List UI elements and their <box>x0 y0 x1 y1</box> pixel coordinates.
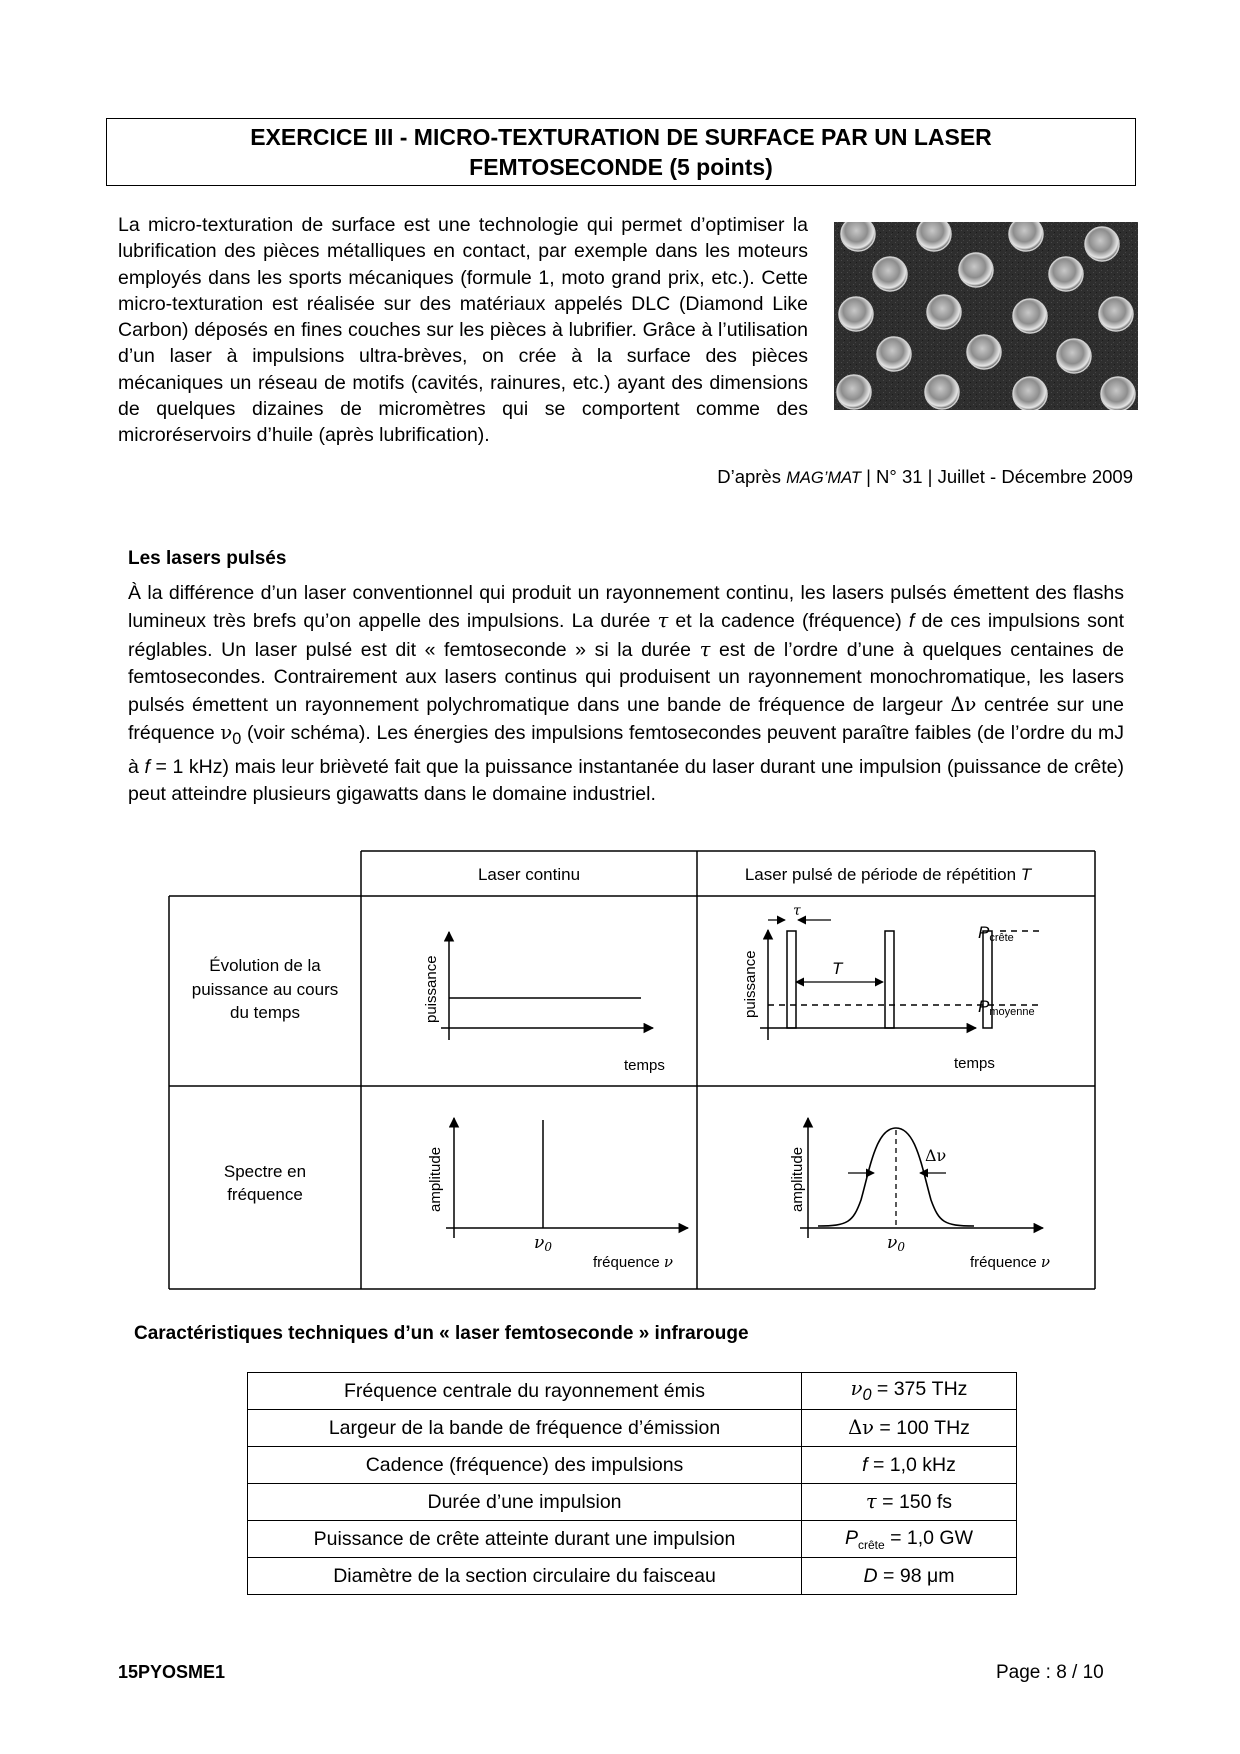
dimple <box>873 257 907 291</box>
dimple <box>927 295 961 329</box>
spec-value: Δν = 100 THz <box>802 1410 1017 1447</box>
spec-label: Puissance de crête atteinte durant une impulsion <box>248 1521 802 1558</box>
document-code: 15PYOSME1 <box>118 1662 226 1682</box>
dimple <box>877 337 911 371</box>
spec-label: Fréquence centrale du rayonnement émis <box>248 1373 802 1410</box>
x-label-frequency-pulsed: fréquence ν <box>970 1253 1051 1271</box>
y-label-power: puissance <box>423 955 440 1023</box>
spec-row <box>248 1447 1017 1484</box>
source-prefix: D’après <box>717 466 787 487</box>
x-label-time-pulsed: temps <box>954 1055 995 1072</box>
dimple <box>1099 297 1133 331</box>
graph-pulsed-power <box>742 903 1041 1072</box>
specs-table <box>247 1372 1017 1595</box>
nu0-label-pulsed: ν0 <box>887 1233 905 1254</box>
exercise-title <box>106 118 1136 186</box>
graph-continuous-spectrum <box>427 1118 688 1271</box>
dimple <box>967 335 1001 369</box>
dimple <box>839 297 873 331</box>
laser-comparison-figure <box>168 850 1098 1290</box>
spec-label: Largeur de la bande de fréquence d’émission <box>248 1410 802 1447</box>
title-line-1: EXERCICE III - MICRO-TEXTURATION DE SURFACE PAR UN LASER <box>250 124 992 150</box>
dimple <box>1049 257 1083 291</box>
spec-row <box>248 1373 1017 1410</box>
dimple <box>841 222 875 251</box>
spec-value: τ = 150 fs <box>802 1484 1017 1521</box>
dimple <box>837 375 871 409</box>
period-label: T <box>832 959 843 978</box>
spec-row <box>248 1521 1017 1558</box>
section-heading-specs: Caractéristiques techniques d’un « laser femtoseconde » infrarouge <box>134 1323 749 1344</box>
row-header-spectrum-2: fréquence <box>227 1185 303 1204</box>
x-label-time: temps <box>624 1057 665 1074</box>
dimple <box>1013 377 1047 410</box>
spec-row <box>248 1484 1017 1521</box>
tau-label: τ <box>793 903 801 919</box>
source-journal: MAG’MAT <box>786 469 861 487</box>
spec-label: Diamètre de la section circulaire du faisceau <box>248 1558 802 1595</box>
title-line-2: FEMTOSECONDE (5 points) <box>469 154 773 180</box>
row-header-power-3: du temps <box>230 1003 300 1022</box>
source-citation <box>717 466 1133 488</box>
spec-value: D = 98 μm <box>802 1558 1017 1595</box>
spec-value: $P_{crête} = 1,0$ GW <box>802 1521 1017 1558</box>
dimple <box>1009 222 1043 251</box>
y-label-amplitude-pulsed: amplitude <box>789 1146 806 1212</box>
spec-label: Cadence (fréquence) des impulsions <box>248 1447 802 1484</box>
delta-nu-label: Δν <box>925 1146 947 1165</box>
dimple <box>1101 377 1135 410</box>
spec-row <box>248 1410 1017 1447</box>
lasers-paragraph: À la différence d’un laser conventionnel qui produit un rayonnement continu, les lasers pulsés émettent des flashs lumineux très brefs qu’on appelle des impulsions. La durée τ et la cadence (fréquence) f de ces impulsions sont réglables. Un laser pulsé est dit « femtoseconde » si la durée τ est de l’ordre d’une à quelques centaines de femtosecondes. Contrairement aux lasers continus qui produisent un rayonnement monochromatique, les lasers pulsés émettent un rayonnement polychromatique dans une bande de fréquence de largeur Δν centrée sur une fréquence $\nu_0$ (voir schéma). Les énergies des impulsions femtosecondes peuvent paraître faibles (de l’ordre du mJ à f = 1 kHz) mais leur brièveté fait que la puissance instantanée du laser durant une impulsion (puissance de crête) peut atteindre plusieurs gigawatts dans le domaine industriel. <box>128 582 1125 805</box>
p-crete-label: Pcrête <box>978 923 1014 944</box>
source-details: | N° 31 | Juillet - Décembre 2009 <box>860 466 1133 487</box>
micro-texture-photo <box>834 222 1138 410</box>
dimple <box>917 222 951 251</box>
nu0-label: ν0 <box>534 1233 552 1254</box>
row-header-power-1: Évolution de la <box>209 956 321 975</box>
row-header-spectrum-1: Spectre en <box>223 1162 307 1181</box>
spec-value: f = 1,0 kHz <box>802 1447 1017 1484</box>
page-number: Page : 8 / 10 <box>996 1662 1104 1683</box>
row-header-power-2: puissance au cours <box>191 980 339 999</box>
dimple <box>925 375 959 409</box>
spec-row <box>248 1558 1017 1595</box>
dimple <box>1013 299 1047 333</box>
dimple <box>1057 339 1091 373</box>
p-moyenne-label: Pmoyenne <box>978 997 1035 1018</box>
y-label-power-pulsed: puissance <box>742 950 759 1018</box>
graph-pulsed-spectrum <box>789 1118 1050 1271</box>
x-label-frequency: fréquence ν <box>593 1253 674 1271</box>
dimple <box>1085 227 1119 261</box>
intro-paragraph: La micro-texturation de surface est une technologie qui permet d’optimiser la lubrification des pièces métalliques en contact, par exemple dans les moteurs employés dans les sports mécaniques (formule 1, moto grand prix, etc.). Cette micro-texturation est réalisée sur des matériaux appelés DLC (Diamond Like Carbon) déposés en fines couches sur les pièces à lubrifier. Grâce à l’utilisation d’un laser à impulsions ultra-brèves, on crée à la surface des pièces mécaniques un réseau de motifs (cavités, rainures, etc.) ayant des dimensions de quelques dizaines de micromètres qui se comportent comme des microréservoirs d’huile (après lubrification). <box>118 214 808 447</box>
y-label-amplitude: amplitude <box>427 1146 444 1212</box>
spec-label: Durée d’une impulsion <box>248 1484 802 1521</box>
dimple <box>959 253 993 287</box>
section-heading-lasers: Les lasers pulsés <box>128 548 287 569</box>
col-header-continu: Laser continu <box>477 865 581 884</box>
spec-value: $\nu_0 = 375$ THz <box>802 1373 1017 1410</box>
col-header-pulse: Laser pulsé de période de répétition T <box>744 865 1032 884</box>
graph-continuous-power <box>423 932 665 1074</box>
